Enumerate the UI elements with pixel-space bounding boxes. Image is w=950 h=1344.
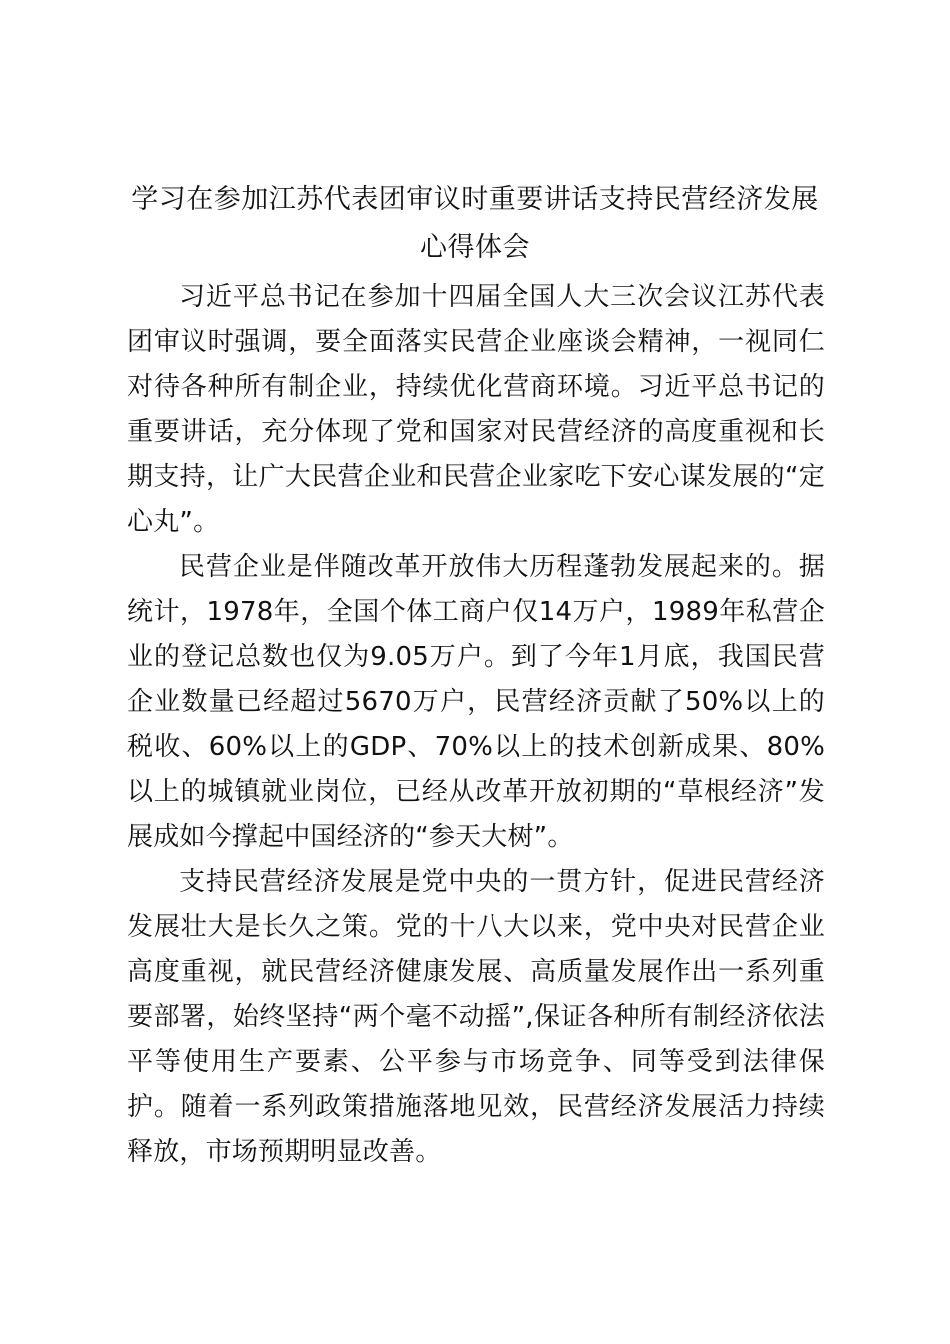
paragraph-3: 支持民营经济发展是党中央的一贯方针，促进民营经济发展壮大是长久之策。党的十八大以来，党中央对民营企业高度重视，就民营经济健康发展、高质量发展作出一系列重要部署，始终坚持“两个毫不动摇”,保证各种所有制经济依法平等使用生产要素、公平参与市场竞争、同等受到法律保护。随着一系列政策措施落地见效，民营经济发展活力持续释放，市场预期明显改善。 <box>127 867 825 1167</box>
paragraph-2: 民营企业是伴随改革开放伟大历程蓬勃发展起来的。据统计，1978年，全国个体工商户仅14万户，1989年私营企业的登记总数也仅为9.05万户。到了今年1月底，我国民营企业数量已经超过5670万户，民营经济贡献了50%以上的税收、60%以上的GDP、70%以上的技术创新成果、80%以上的城镇就业岗位，已经从改革开放初期的“草根经济”发展成如今撑起中国经济的“参天大树”。 <box>127 552 825 852</box>
document-title: 学习在参加江苏代表团审议时重要讲话支持民营经济发展心得体会 <box>131 184 819 263</box>
paragraph-1: 习近平总书记在参加十四届全国人大三次会议江苏代表团审议时强调，要全面落实民营企业座谈会精神，一视同仁对待各种所有制企业，持续优化营商环境。习近平总书记的重要讲话，充分体现了党和国家对民营经济的高度重视和长期支持，让广大民营企业和民营企业家吃下安心谋发展的“定心丸”。 <box>127 282 825 537</box>
document-body <box>127 275 825 1175</box>
